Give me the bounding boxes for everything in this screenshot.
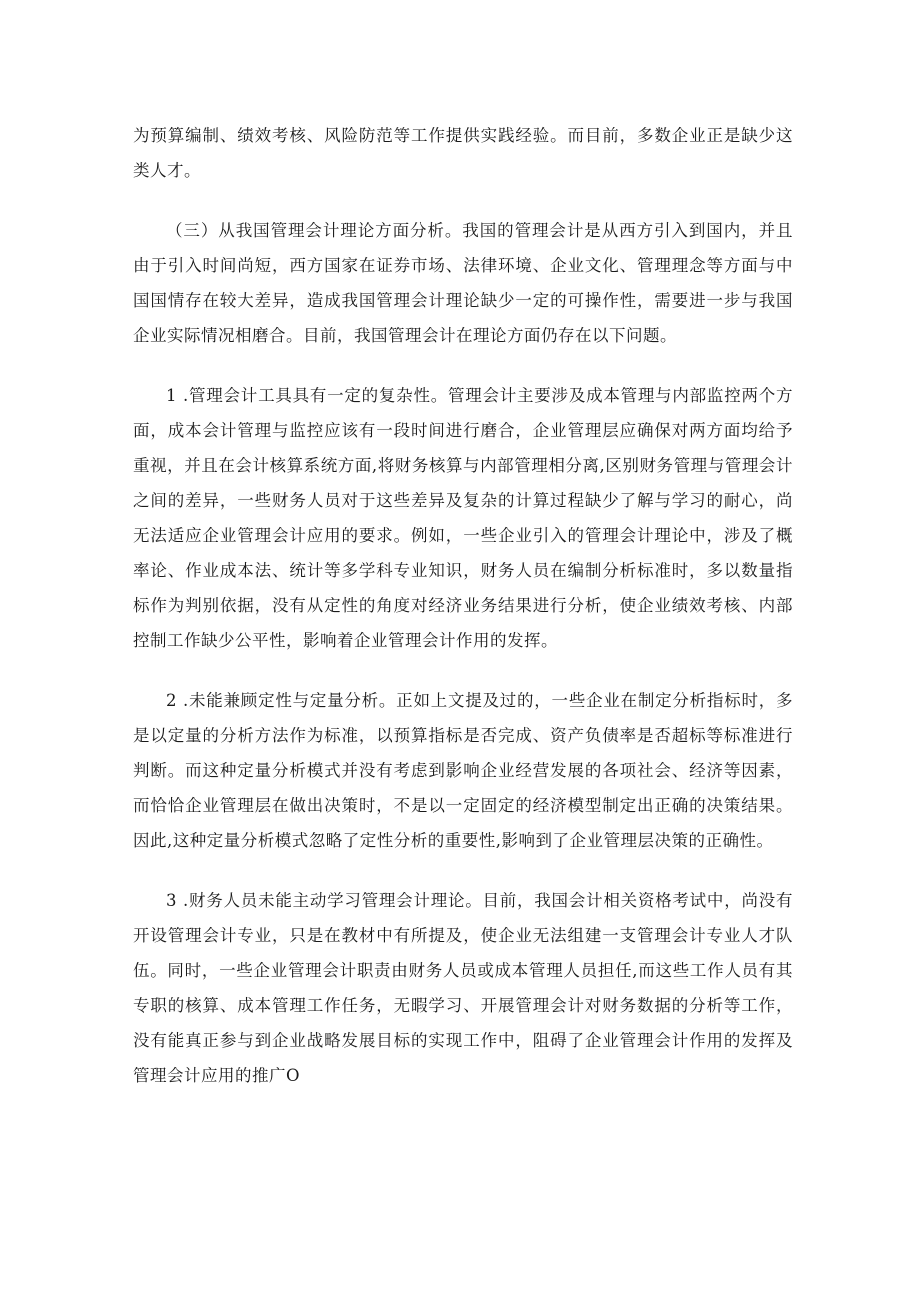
paragraph-item-3: 3 .财务人员未能主动学习管理会计理论。目前，我国会计相关资格考试中，尚没有开设管理会计专业，只是在教材中有所提及，使企业无法组建一支管理会计专业人才队伍。同时，一些企业管理会计职责由财务人员或成本管理人员担任,而这些工作人员有其专职的核算、成本管理工作任务，无暇学习、开展管理会计对财务数据的分析等工作，没有能真正参与到企业战略发展目标的实现工作中，阻碍了企业管理会计作用的发挥及管理会计应用的推广O [133, 891, 793, 1085]
paragraph-gap [133, 858, 793, 883]
paragraph-item-2: 2 .未能兼顾定性与定量分析。正如上文提及过的，一些企业在制定分析指标时，多是以定量的分析方法作为标准，以预算指标是否完成、资产负债率是否超标等标准进行判断。而这种定量分析模式并没有考虑到影响企业经营发展的各项社会、经济等因素，而恰恰企业管理层在做出决策时，不是以一定固定的经济模型制定出正确的决策结果。因此,这种定量分析模式忽略了定性分析的重要性,影响到了企业管理层决策的正确性。 [133, 691, 793, 850]
paragraph-continuation: 为预算编制、绩效考核、风险防范等工作提供实践经验。而目前，多数企业正是缺少这类人才。 [133, 126, 793, 180]
paragraph-section-three: （三）从我国管理会计理论方面分析。我国的管理会计是从西方引入到国内，并且由于引入时间尚短，西方国家在证券市场、法律环境、企业文化、管理理念等方面与中国国情存在较大差异，造成我国管理会计理论缺少一定的可操作性，需要进一步与我国企业实际情况相磨合。目前，我国管理会计在理论方面仍存在以下问题。 [133, 221, 793, 345]
paragraph-gap [133, 658, 793, 683]
paragraph-gap [133, 188, 793, 213]
paragraph-item-1: 1 .管理会计工具具有一定的复杂性。管理会计主要涉及成本管理与内部监控两个方面，成本会计管理与监控应该有一段时间进行磨合，企业管理层应确保对两方面均给予重视，并且在会计核算系统方面,将财务核算与内部管理相分离,区别财务管理与管理会计之间的差异，一些财务人员对于这些差异及复杂的计算过程缺少了解与学习的耐心，尚无法适应企业管理会计应用的要求。例如，一些企业引入的管理会计理论中，涉及了概率论、作业成本法、统计等多学科专业知识，财务人员在编制分析标准时，多以数量指标作为判别依据，没有从定性的角度对经济业务结果进行分析，使企业绩效考核、内部控制工作缺少公平性，影响着企业管理会计作用的发挥。 [133, 386, 793, 650]
paragraph-gap [133, 353, 793, 378]
document-page [133, 118, 793, 1093]
